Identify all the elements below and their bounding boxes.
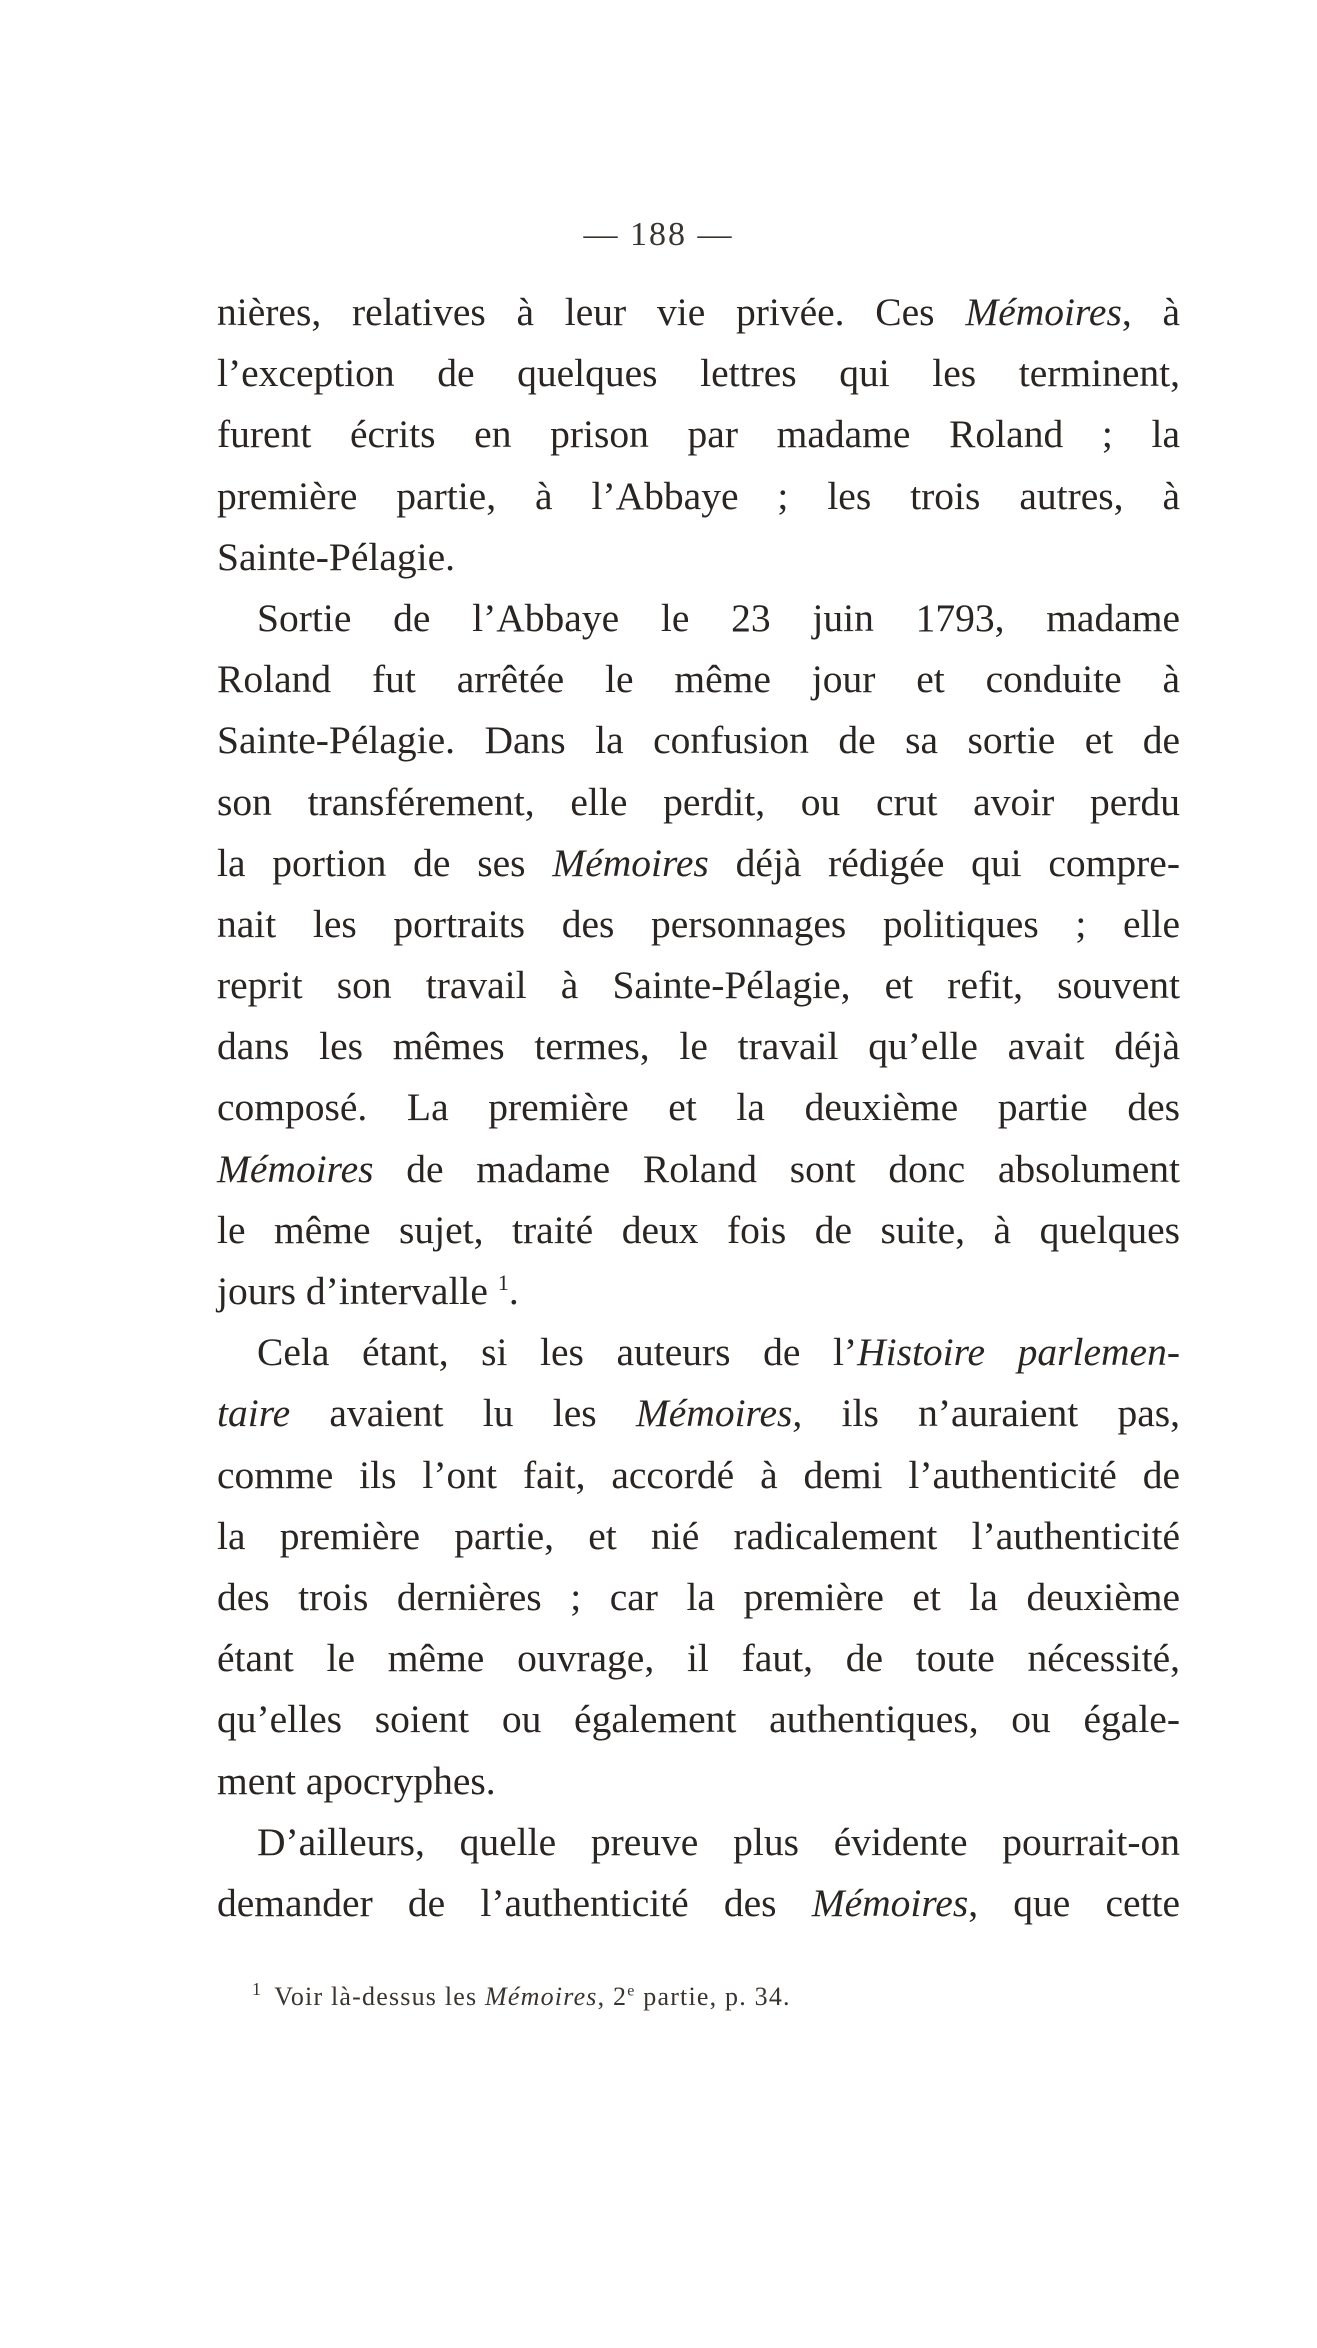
text-run: avaient lu les: [290, 1391, 636, 1436]
text-run: dans les mêmes termes, le travail qu’elle avait déjà: [217, 1024, 1180, 1069]
text-line: [217, 955, 1180, 1016]
text-line: [217, 1016, 1180, 1077]
text-run: comme ils l’ont fait, accordé à demi l’authenticité de: [217, 1452, 1180, 1497]
text-run: ment apocryphes.: [217, 1758, 496, 1803]
text-run: le même sujet, traité deux fois de suite, à quelques: [217, 1207, 1180, 1252]
italic-text: taire: [217, 1391, 291, 1436]
text-line: [217, 1139, 1180, 1200]
text-line: [217, 1567, 1180, 1628]
text-run: Sortie de l’Abbaye le 23 juin 1793, madame: [257, 595, 1180, 640]
text-run: son transférement, elle perdit, ou crut avoir perdu: [217, 779, 1180, 824]
italic-text: Mémoires: [811, 1880, 969, 1925]
text-run: furent écrits en prison par madame Roland ; la: [217, 412, 1180, 457]
text-run: qu’elles soient ou également authentiques, ou égale-: [217, 1697, 1180, 1742]
text-line: [217, 894, 1180, 955]
text-line: [217, 1873, 1180, 1934]
text-line: [217, 649, 1180, 710]
text-line: [217, 1383, 1180, 1444]
text-line: [217, 343, 1180, 404]
footnote-italic: Mémoires: [485, 1982, 598, 2011]
text-line: [217, 282, 1180, 343]
text-line: [217, 404, 1180, 465]
text-line: [217, 466, 1180, 527]
text-run: nait les portraits des personnages politiques ; elle: [217, 901, 1180, 946]
text-run: composé. La première et la deuxième partie des: [217, 1085, 1180, 1130]
text-line: [217, 833, 1180, 894]
text-run: jours d’intervalle: [217, 1269, 498, 1313]
footnote-text-before: Voir là-dessus les: [274, 1982, 486, 2011]
text-run: de madame Roland sont donc absolument: [373, 1146, 1180, 1191]
text-run: ils n’auraient pas,: [802, 1391, 1180, 1436]
text-line: [217, 1506, 1180, 1567]
text-run: Roland fut arrêtée le même jour et conduite à: [217, 657, 1180, 702]
text-run: la portion de ses: [217, 840, 553, 885]
text-run: l’exception de quelques lettres qui les terminent,: [217, 351, 1180, 396]
text-run: première partie, à l’Abbaye ; les trois autres, à: [217, 473, 1180, 518]
text-line: [217, 1812, 1180, 1873]
text-line: [217, 1322, 1180, 1383]
italic-text: Mémoires,: [635, 1391, 803, 1436]
text-run: Sainte-Pélagie. Dans la confusion de sa sortie et de: [217, 718, 1180, 763]
text-line: [217, 1751, 1180, 1812]
italic-text: Mémoires: [552, 840, 709, 885]
italic-text: Mémoires: [965, 290, 1122, 334]
footnote-text-after: partie, p. 34.: [635, 1982, 791, 2011]
text-run: demander de l’authenticité des: [217, 1880, 812, 1925]
text-run: des trois dernières ; car la première et la deuxième: [217, 1574, 1180, 1619]
text-run: D’ailleurs, quelle preuve plus évidente pourrait-on: [257, 1819, 1180, 1864]
text-run: nières, relatives à leur vie privée. Ces: [217, 290, 966, 334]
italic-text: Histoire parlemen-: [857, 1330, 1180, 1375]
footnote-superscript: e: [627, 1982, 636, 2000]
text-run: déjà rédigée qui compre-: [708, 840, 1180, 885]
text-line: [217, 1261, 1180, 1322]
text-line: [217, 527, 1180, 588]
text-line: [217, 772, 1180, 833]
body-text: [217, 282, 1180, 1934]
text-run: la première partie, et nié radicalement l’authenticité: [217, 1513, 1180, 1558]
text-run: Sainte-Pélagie.: [217, 534, 456, 579]
text-run: , que cette: [968, 1880, 1181, 1925]
text-run: , à: [1121, 290, 1180, 334]
text-line: [217, 1689, 1180, 1750]
text-line: [217, 1628, 1180, 1689]
text-line: [217, 1445, 1180, 1506]
italic-text: Mémoires: [217, 1146, 374, 1191]
text-line: [217, 1077, 1180, 1138]
text-run: étant le même ouvrage, il faut, de toute nécessité,: [217, 1636, 1180, 1681]
text-run: .: [508, 1269, 519, 1313]
text-line: [217, 1200, 1180, 1261]
text-line: [217, 588, 1180, 649]
text-run: Cela étant, si les auteurs de l’: [257, 1330, 858, 1375]
footnote-text-mid: , 2: [597, 1982, 628, 2011]
footnote-mark: 1: [252, 1979, 263, 2000]
text-run: reprit son travail à Sainte-Pélagie, et refit, souvent: [217, 963, 1180, 1008]
text-line: [217, 710, 1180, 771]
footnote: [252, 1979, 1180, 2012]
footnote-reference: 1: [497, 1269, 509, 1295]
page-number: — 188 —: [583, 216, 734, 253]
